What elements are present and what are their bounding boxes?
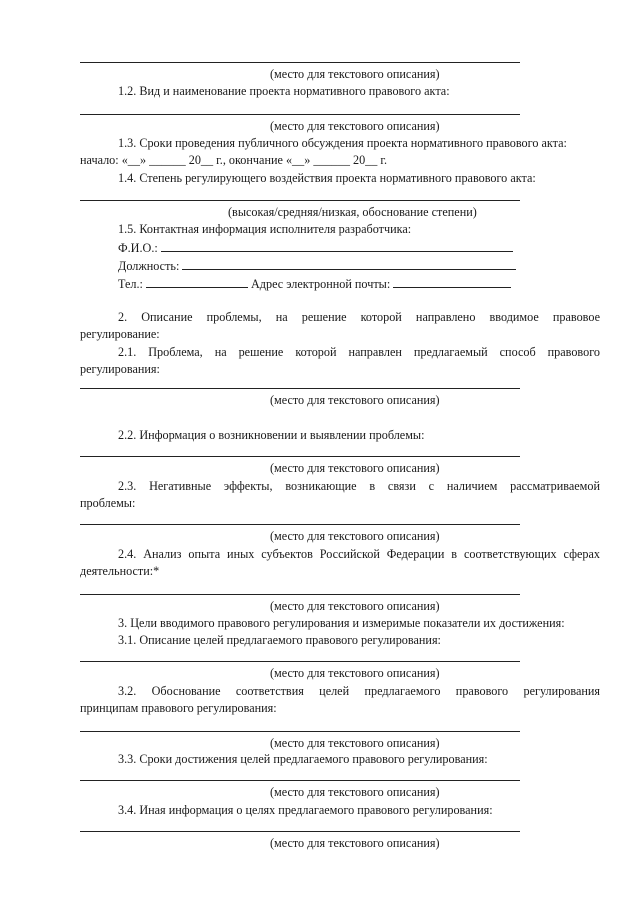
section-1-2-heading: 1.2. Вид и наименование проекта нормативного правового акта: bbox=[118, 84, 450, 98]
section-2-4-heading: 2.4. Анализ опыта иных субъектов Российской Федерации в соответствующих сферах bbox=[118, 547, 600, 561]
text-line bbox=[80, 62, 520, 63]
placeholder-caption: (место для текстового описания) bbox=[270, 529, 440, 543]
placeholder-caption: (место для текстового описания) bbox=[270, 461, 440, 475]
section-1-5-heading: 1.5. Контактная информация исполнителя разработчика: bbox=[118, 222, 412, 236]
text-line bbox=[80, 780, 520, 781]
phone-blank bbox=[146, 276, 248, 288]
placeholder-caption: (место для текстового описания) bbox=[270, 836, 440, 850]
text-line bbox=[80, 524, 520, 525]
section-1-4-heading: 1.4. Степень регулирующего воздействия проекта нормативного правового акта: bbox=[118, 171, 536, 185]
text-line bbox=[80, 200, 520, 201]
section-2-1-heading-cont: регулирования: bbox=[80, 362, 160, 376]
text-line bbox=[80, 831, 520, 832]
position-field bbox=[118, 258, 516, 273]
contact-field bbox=[118, 276, 511, 291]
section-3-3-heading: 3.3. Сроки достижения целей предлагаемого правового регулирования: bbox=[118, 752, 488, 766]
email-label: Адрес электронной почты: bbox=[251, 277, 391, 291]
text-line bbox=[80, 456, 520, 457]
placeholder-caption: (место для текстового описания) bbox=[270, 119, 440, 133]
section-1-3-heading: 1.3. Сроки проведения публичного обсуждения проекта нормативного правового акта: bbox=[118, 136, 567, 150]
text-line bbox=[80, 594, 520, 595]
section-3-4-heading: 3.4. Иная информация о целях предлагаемого правового регулирования: bbox=[118, 803, 493, 817]
fio-blank bbox=[161, 240, 513, 252]
text-line bbox=[80, 731, 520, 732]
phone-label: Тел.: bbox=[118, 277, 143, 291]
text-line bbox=[80, 114, 520, 115]
section-2-4-heading-cont: деятельности:* bbox=[80, 564, 160, 578]
discussion-dates: начало: «__» ______ 20__ г., окончание «__» ______ 20__ г. bbox=[80, 153, 388, 167]
regulation-degree-caption: (высокая/средняя/низкая, обоснование степени) bbox=[228, 205, 477, 219]
section-3-1-heading: 3.1. Описание целей предлагаемого правового регулирования: bbox=[118, 633, 441, 647]
fio-field bbox=[118, 240, 513, 255]
placeholder-caption: (место для текстового описания) bbox=[270, 67, 440, 81]
placeholder-caption: (место для текстового описания) bbox=[270, 785, 440, 799]
position-label: Должность: bbox=[118, 259, 180, 273]
text-line bbox=[80, 388, 520, 389]
section-2-3-heading-cont: проблемы: bbox=[80, 496, 136, 510]
placeholder-caption: (место для текстового описания) bbox=[270, 666, 440, 680]
placeholder-caption: (место для текстового описания) bbox=[270, 393, 440, 407]
text-line bbox=[80, 661, 520, 662]
section-2-3-heading: 2.3. Негативные эффекты, возникающие в связи с наличием рассматриваемой bbox=[118, 479, 600, 493]
section-2-1-heading: 2.1. Проблема, на решение которой направлен предлагаемый способ правового bbox=[118, 345, 600, 359]
email-blank bbox=[393, 276, 511, 288]
section-2-2-heading: 2.2. Информация о возникновении и выявлении проблемы: bbox=[118, 428, 425, 442]
placeholder-caption: (место для текстового описания) bbox=[270, 599, 440, 613]
section-3-2-heading: 3.2. Обоснование соответствия целей предлагаемого правового регулирования bbox=[118, 684, 600, 698]
section-3-2-heading-cont: принципам правового регулирования: bbox=[80, 701, 277, 715]
placeholder-caption: (место для текстового описания) bbox=[270, 736, 440, 750]
position-blank bbox=[182, 258, 516, 270]
section-3-heading: 3. Цели вводимого правового регулирования и измеримые показатели их достижения: bbox=[118, 616, 565, 630]
section-2-heading: 2. Описание проблемы, на решение которой направлено вводимое правовое bbox=[118, 310, 600, 324]
fio-label: Ф.И.О.: bbox=[118, 241, 158, 255]
section-2-heading-cont: регулирование: bbox=[80, 327, 160, 341]
